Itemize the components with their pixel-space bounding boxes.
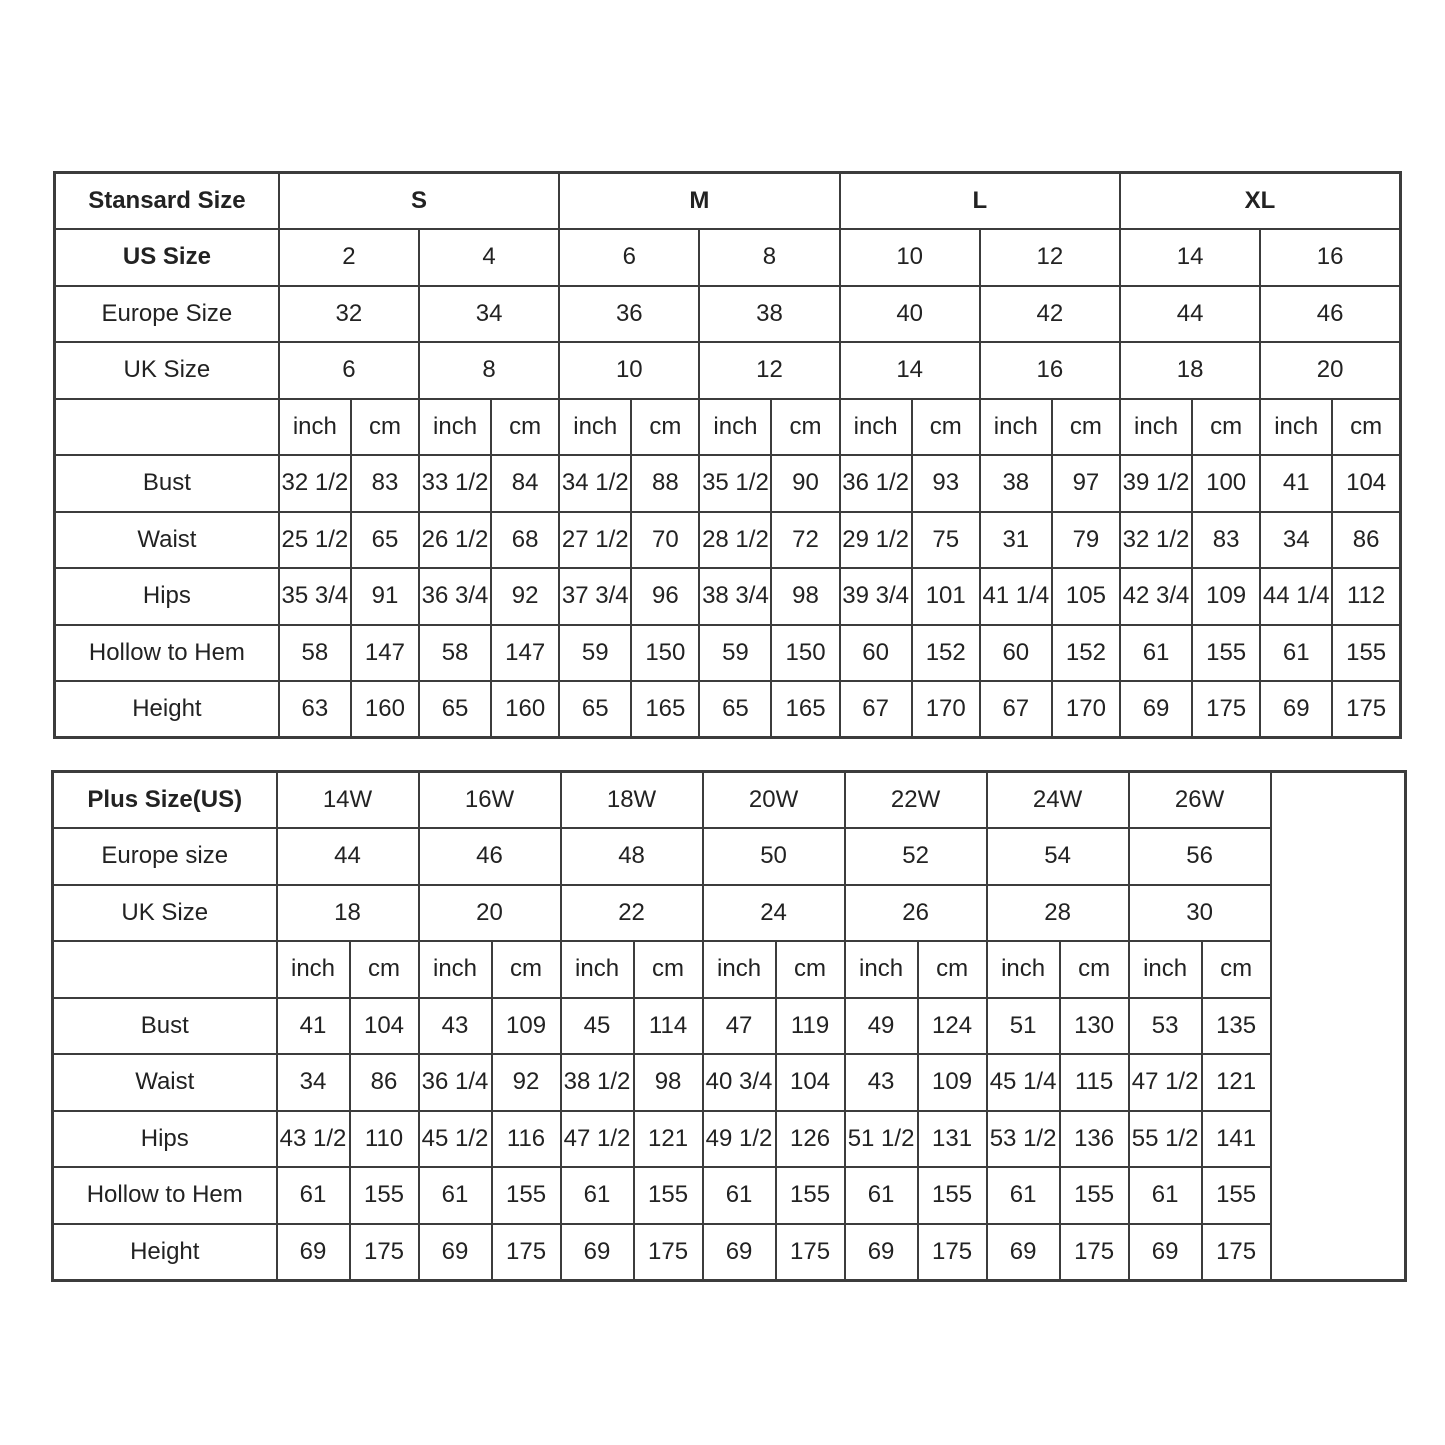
measure-cell: 155 <box>1060 1167 1129 1224</box>
measure-cell: 35 3/4 <box>279 568 351 625</box>
unit-cm: cm <box>1060 941 1129 998</box>
measure-cell: 51 1/2 <box>845 1111 918 1168</box>
size-cell: 12 <box>699 342 839 399</box>
measure-cell: 150 <box>771 625 839 682</box>
us-size-row <box>55 229 1401 286</box>
measure-cell: 105 <box>1052 568 1120 625</box>
size-cell: 24W <box>987 772 1129 829</box>
measure-cell: 175 <box>1202 1224 1271 1281</box>
measure-cell: 69 <box>703 1224 776 1281</box>
size-cell: 18W <box>561 772 703 829</box>
unit-cm: cm <box>918 941 987 998</box>
bust-row <box>53 998 1406 1055</box>
measure-cell: 98 <box>634 1054 703 1111</box>
unit-inch: inch <box>1260 399 1332 456</box>
size-cell: 48 <box>561 828 703 885</box>
row-label: US Size <box>55 229 279 286</box>
measure-cell: 45 1/4 <box>987 1054 1060 1111</box>
measure-cell: 121 <box>1202 1054 1271 1111</box>
measure-cell: 69 <box>1120 681 1192 738</box>
size-cell: 44 <box>1120 286 1260 343</box>
row-label: Hips <box>55 568 279 625</box>
hollow-to-hem-row <box>55 625 1401 682</box>
unit-cm: cm <box>1192 399 1260 456</box>
measure-cell: 55 1/2 <box>1129 1111 1202 1168</box>
measure-cell: 41 <box>1260 455 1332 512</box>
bust-row <box>55 455 1401 512</box>
row-label: Height <box>55 681 279 738</box>
measure-cell: 35 1/2 <box>699 455 771 512</box>
measure-cell: 104 <box>776 1054 845 1111</box>
unit-cm: cm <box>771 399 839 456</box>
size-group-s: S <box>279 173 559 230</box>
blank-area <box>1271 772 1406 1281</box>
measure-cell: 104 <box>350 998 419 1055</box>
size-cell: 28 <box>987 885 1129 942</box>
size-cell: 22W <box>845 772 987 829</box>
measure-cell: 34 <box>277 1054 350 1111</box>
measure-cell: 152 <box>912 625 980 682</box>
unit-cm: cm <box>492 941 561 998</box>
measure-cell: 155 <box>350 1167 419 1224</box>
measure-cell: 53 1/2 <box>987 1111 1060 1168</box>
measure-cell: 115 <box>1060 1054 1129 1111</box>
measure-cell: 93 <box>912 455 980 512</box>
size-cell: 20 <box>419 885 561 942</box>
measure-cell: 109 <box>492 998 561 1055</box>
size-cell: 14 <box>1120 229 1260 286</box>
measure-cell: 170 <box>912 681 980 738</box>
size-cell: 40 <box>840 286 980 343</box>
plus-size-table <box>51 770 1407 1282</box>
size-cell: 44 <box>277 828 419 885</box>
measure-cell: 49 1/2 <box>703 1111 776 1168</box>
measure-cell: 25 1/2 <box>279 512 351 569</box>
measure-cell: 119 <box>776 998 845 1055</box>
size-cell: 36 <box>559 286 699 343</box>
unit-inch: inch <box>840 399 912 456</box>
measure-cell: 91 <box>351 568 419 625</box>
waist-row <box>55 512 1401 569</box>
measure-cell: 69 <box>1260 681 1332 738</box>
size-cell: 18 <box>1120 342 1260 399</box>
measure-cell: 33 1/2 <box>419 455 491 512</box>
row-label: UK Size <box>53 885 277 942</box>
row-label-empty <box>55 399 279 456</box>
size-cell: 10 <box>840 229 980 286</box>
measure-cell: 152 <box>1052 625 1120 682</box>
measure-cell: 26 1/2 <box>419 512 491 569</box>
hips-row <box>53 1111 1406 1168</box>
size-cell: 20 <box>1260 342 1400 399</box>
measure-cell: 69 <box>277 1224 350 1281</box>
row-label: Hollow to Hem <box>53 1167 277 1224</box>
measure-cell: 67 <box>980 681 1052 738</box>
measure-cell: 29 1/2 <box>840 512 912 569</box>
unit-inch: inch <box>559 399 631 456</box>
measure-cell: 36 1/2 <box>840 455 912 512</box>
measure-cell: 38 3/4 <box>699 568 771 625</box>
measure-cell: 79 <box>1052 512 1120 569</box>
height-row <box>53 1224 1406 1281</box>
measure-cell: 28 1/2 <box>699 512 771 569</box>
measure-cell: 32 1/2 <box>1120 512 1192 569</box>
measure-cell: 126 <box>776 1111 845 1168</box>
size-cell: 6 <box>279 342 419 399</box>
europe-size-row <box>55 286 1401 343</box>
measure-cell: 109 <box>1192 568 1260 625</box>
unit-inch: inch <box>1120 399 1192 456</box>
measure-cell: 61 <box>1260 625 1332 682</box>
measure-cell: 155 <box>492 1167 561 1224</box>
measure-cell: 86 <box>1332 512 1400 569</box>
measure-cell: 88 <box>631 455 699 512</box>
size-cell: 16 <box>1260 229 1400 286</box>
measure-cell: 36 1/4 <box>419 1054 492 1111</box>
measure-cell: 175 <box>492 1224 561 1281</box>
unit-cm: cm <box>491 399 559 456</box>
measure-cell: 100 <box>1192 455 1260 512</box>
measure-cell: 47 1/2 <box>1129 1054 1202 1111</box>
row-label: Waist <box>53 1054 277 1111</box>
unit-inch: inch <box>987 941 1060 998</box>
measure-cell: 75 <box>912 512 980 569</box>
measure-cell: 104 <box>1332 455 1400 512</box>
measure-cell: 130 <box>1060 998 1129 1055</box>
measure-cell: 175 <box>1192 681 1260 738</box>
unit-cm: cm <box>1332 399 1400 456</box>
measure-cell: 155 <box>634 1167 703 1224</box>
measure-cell: 53 <box>1129 998 1202 1055</box>
size-cell: 16W <box>419 772 561 829</box>
measure-cell: 72 <box>771 512 839 569</box>
measure-cell: 67 <box>840 681 912 738</box>
size-cell: 24 <box>703 885 845 942</box>
measure-cell: 68 <box>491 512 559 569</box>
unit-inch: inch <box>279 399 351 456</box>
unit-inch: inch <box>1129 941 1202 998</box>
unit-inch: inch <box>703 941 776 998</box>
measure-cell: 36 3/4 <box>419 568 491 625</box>
measure-cell: 38 1/2 <box>561 1054 634 1111</box>
measure-cell: 114 <box>634 998 703 1055</box>
size-cell: 10 <box>559 342 699 399</box>
row-label: Bust <box>55 455 279 512</box>
measure-cell: 112 <box>1332 568 1400 625</box>
measure-cell: 155 <box>1202 1167 1271 1224</box>
row-label: Europe Size <box>55 286 279 343</box>
unit-inch: inch <box>699 399 771 456</box>
measure-cell: 110 <box>350 1111 419 1168</box>
measure-cell: 51 <box>987 998 1060 1055</box>
plus-size-us-row <box>53 772 1406 829</box>
measure-cell: 40 3/4 <box>703 1054 776 1111</box>
measure-cell: 34 1/2 <box>559 455 631 512</box>
measure-cell: 124 <box>918 998 987 1055</box>
size-cell: 26W <box>1129 772 1271 829</box>
measure-cell: 61 <box>703 1167 776 1224</box>
measure-cell: 61 <box>845 1167 918 1224</box>
row-label: Hips <box>53 1111 277 1168</box>
size-group-l: L <box>840 173 1120 230</box>
unit-inch: inch <box>980 399 1052 456</box>
size-cell: 38 <box>699 286 839 343</box>
measure-cell: 60 <box>980 625 1052 682</box>
hollow-to-hem-row <box>53 1167 1406 1224</box>
measure-cell: 135 <box>1202 998 1271 1055</box>
measure-cell: 59 <box>559 625 631 682</box>
measure-cell: 90 <box>771 455 839 512</box>
measure-cell: 38 <box>980 455 1052 512</box>
measure-cell: 101 <box>912 568 980 625</box>
measure-cell: 41 1/4 <box>980 568 1052 625</box>
europe-size-row <box>53 828 1406 885</box>
unit-cm: cm <box>1202 941 1271 998</box>
measure-cell: 27 1/2 <box>559 512 631 569</box>
unit-cm: cm <box>631 399 699 456</box>
size-cell: 16 <box>980 342 1120 399</box>
measure-cell: 147 <box>351 625 419 682</box>
uk-size-row <box>53 885 1406 942</box>
measure-cell: 155 <box>776 1167 845 1224</box>
size-group-xl: XL <box>1120 173 1401 230</box>
size-cell: 8 <box>699 229 839 286</box>
unit-cm: cm <box>351 399 419 456</box>
measure-cell: 175 <box>776 1224 845 1281</box>
size-cell: 18 <box>277 885 419 942</box>
measure-cell: 165 <box>771 681 839 738</box>
measure-cell: 65 <box>559 681 631 738</box>
unit-cm: cm <box>1052 399 1120 456</box>
size-cell: 32 <box>279 286 419 343</box>
unit-cm: cm <box>912 399 980 456</box>
measure-cell: 58 <box>279 625 351 682</box>
unit-inch: inch <box>845 941 918 998</box>
measure-cell: 41 <box>277 998 350 1055</box>
waist-row <box>53 1054 1406 1111</box>
measure-cell: 141 <box>1202 1111 1271 1168</box>
measure-cell: 175 <box>1332 681 1400 738</box>
size-group-m: M <box>559 173 839 230</box>
corner-label: Stansard Size <box>55 173 279 230</box>
measure-cell: 65 <box>351 512 419 569</box>
measure-cell: 70 <box>631 512 699 569</box>
measure-cell: 47 1/2 <box>561 1111 634 1168</box>
uk-size-row <box>55 342 1401 399</box>
measure-cell: 83 <box>1192 512 1260 569</box>
measure-cell: 61 <box>419 1167 492 1224</box>
size-cell: 54 <box>987 828 1129 885</box>
size-cell: 6 <box>559 229 699 286</box>
measure-cell: 155 <box>918 1167 987 1224</box>
size-cell: 20W <box>703 772 845 829</box>
measure-cell: 155 <box>1332 625 1400 682</box>
group-header-row <box>55 173 1401 230</box>
size-cell: 46 <box>419 828 561 885</box>
measure-cell: 92 <box>492 1054 561 1111</box>
unit-row <box>55 399 1401 456</box>
measure-cell: 60 <box>840 625 912 682</box>
measure-cell: 147 <box>491 625 559 682</box>
measure-cell: 92 <box>491 568 559 625</box>
measure-cell: 131 <box>918 1111 987 1168</box>
size-cell: 14 <box>840 342 980 399</box>
measure-cell: 61 <box>561 1167 634 1224</box>
size-cell: 12 <box>980 229 1120 286</box>
size-cell: 8 <box>419 342 559 399</box>
standard-size-table <box>53 171 1402 739</box>
measure-cell: 45 1/2 <box>419 1111 492 1168</box>
measure-cell: 165 <box>631 681 699 738</box>
measure-cell: 69 <box>419 1224 492 1281</box>
measure-cell: 49 <box>845 998 918 1055</box>
unit-cm: cm <box>634 941 703 998</box>
size-cell: 4 <box>419 229 559 286</box>
measure-cell: 96 <box>631 568 699 625</box>
measure-cell: 175 <box>1060 1224 1129 1281</box>
measure-cell: 83 <box>351 455 419 512</box>
size-cell: 42 <box>980 286 1120 343</box>
measure-cell: 58 <box>419 625 491 682</box>
measure-cell: 44 1/4 <box>1260 568 1332 625</box>
hips-row <box>55 568 1401 625</box>
row-label: UK Size <box>55 342 279 399</box>
size-cell: 14W <box>277 772 419 829</box>
unit-inch: inch <box>419 399 491 456</box>
size-cell: 2 <box>279 229 419 286</box>
measure-cell: 175 <box>350 1224 419 1281</box>
measure-cell: 61 <box>1120 625 1192 682</box>
measure-cell: 34 <box>1260 512 1332 569</box>
measure-cell: 121 <box>634 1111 703 1168</box>
measure-cell: 61 <box>277 1167 350 1224</box>
measure-cell: 32 1/2 <box>279 455 351 512</box>
unit-inch: inch <box>419 941 492 998</box>
measure-cell: 175 <box>918 1224 987 1281</box>
unit-cm: cm <box>350 941 419 998</box>
height-row <box>55 681 1401 738</box>
row-label: Height <box>53 1224 277 1281</box>
measure-cell: 86 <box>350 1054 419 1111</box>
measure-cell: 84 <box>491 455 559 512</box>
measure-cell: 170 <box>1052 681 1120 738</box>
measure-cell: 61 <box>1129 1167 1202 1224</box>
size-cell: 52 <box>845 828 987 885</box>
measure-cell: 69 <box>1129 1224 1202 1281</box>
measure-cell: 47 <box>703 998 776 1055</box>
size-cell: 56 <box>1129 828 1271 885</box>
measure-cell: 65 <box>699 681 771 738</box>
measure-cell: 61 <box>987 1167 1060 1224</box>
size-cell: 22 <box>561 885 703 942</box>
measure-cell: 97 <box>1052 455 1120 512</box>
unit-inch: inch <box>277 941 350 998</box>
row-label: Hollow to Hem <box>55 625 279 682</box>
size-cell: 34 <box>419 286 559 343</box>
row-label-empty <box>53 941 277 998</box>
measure-cell: 98 <box>771 568 839 625</box>
measure-cell: 43 <box>419 998 492 1055</box>
measure-cell: 63 <box>279 681 351 738</box>
measure-cell: 69 <box>987 1224 1060 1281</box>
measure-cell: 160 <box>491 681 559 738</box>
unit-inch: inch <box>561 941 634 998</box>
measure-cell: 43 <box>845 1054 918 1111</box>
measure-cell: 116 <box>492 1111 561 1168</box>
measure-cell: 42 3/4 <box>1120 568 1192 625</box>
measure-cell: 37 3/4 <box>559 568 631 625</box>
measure-cell: 109 <box>918 1054 987 1111</box>
measure-cell: 136 <box>1060 1111 1129 1168</box>
size-cell: 50 <box>703 828 845 885</box>
measure-cell: 69 <box>561 1224 634 1281</box>
measure-cell: 155 <box>1192 625 1260 682</box>
measure-cell: 65 <box>419 681 491 738</box>
measure-cell: 160 <box>351 681 419 738</box>
row-label: Bust <box>53 998 277 1055</box>
measure-cell: 59 <box>699 625 771 682</box>
measure-cell: 175 <box>634 1224 703 1281</box>
measure-cell: 150 <box>631 625 699 682</box>
row-label: Europe size <box>53 828 277 885</box>
size-cell: 30 <box>1129 885 1271 942</box>
unit-cm: cm <box>776 941 845 998</box>
measure-cell: 43 1/2 <box>277 1111 350 1168</box>
size-cell: 26 <box>845 885 987 942</box>
size-cell: 46 <box>1260 286 1400 343</box>
measure-cell: 31 <box>980 512 1052 569</box>
unit-row <box>53 941 1406 998</box>
row-label: Plus Size(US) <box>53 772 277 829</box>
measure-cell: 39 3/4 <box>840 568 912 625</box>
measure-cell: 69 <box>845 1224 918 1281</box>
row-label: Waist <box>55 512 279 569</box>
measure-cell: 45 <box>561 998 634 1055</box>
measure-cell: 39 1/2 <box>1120 455 1192 512</box>
